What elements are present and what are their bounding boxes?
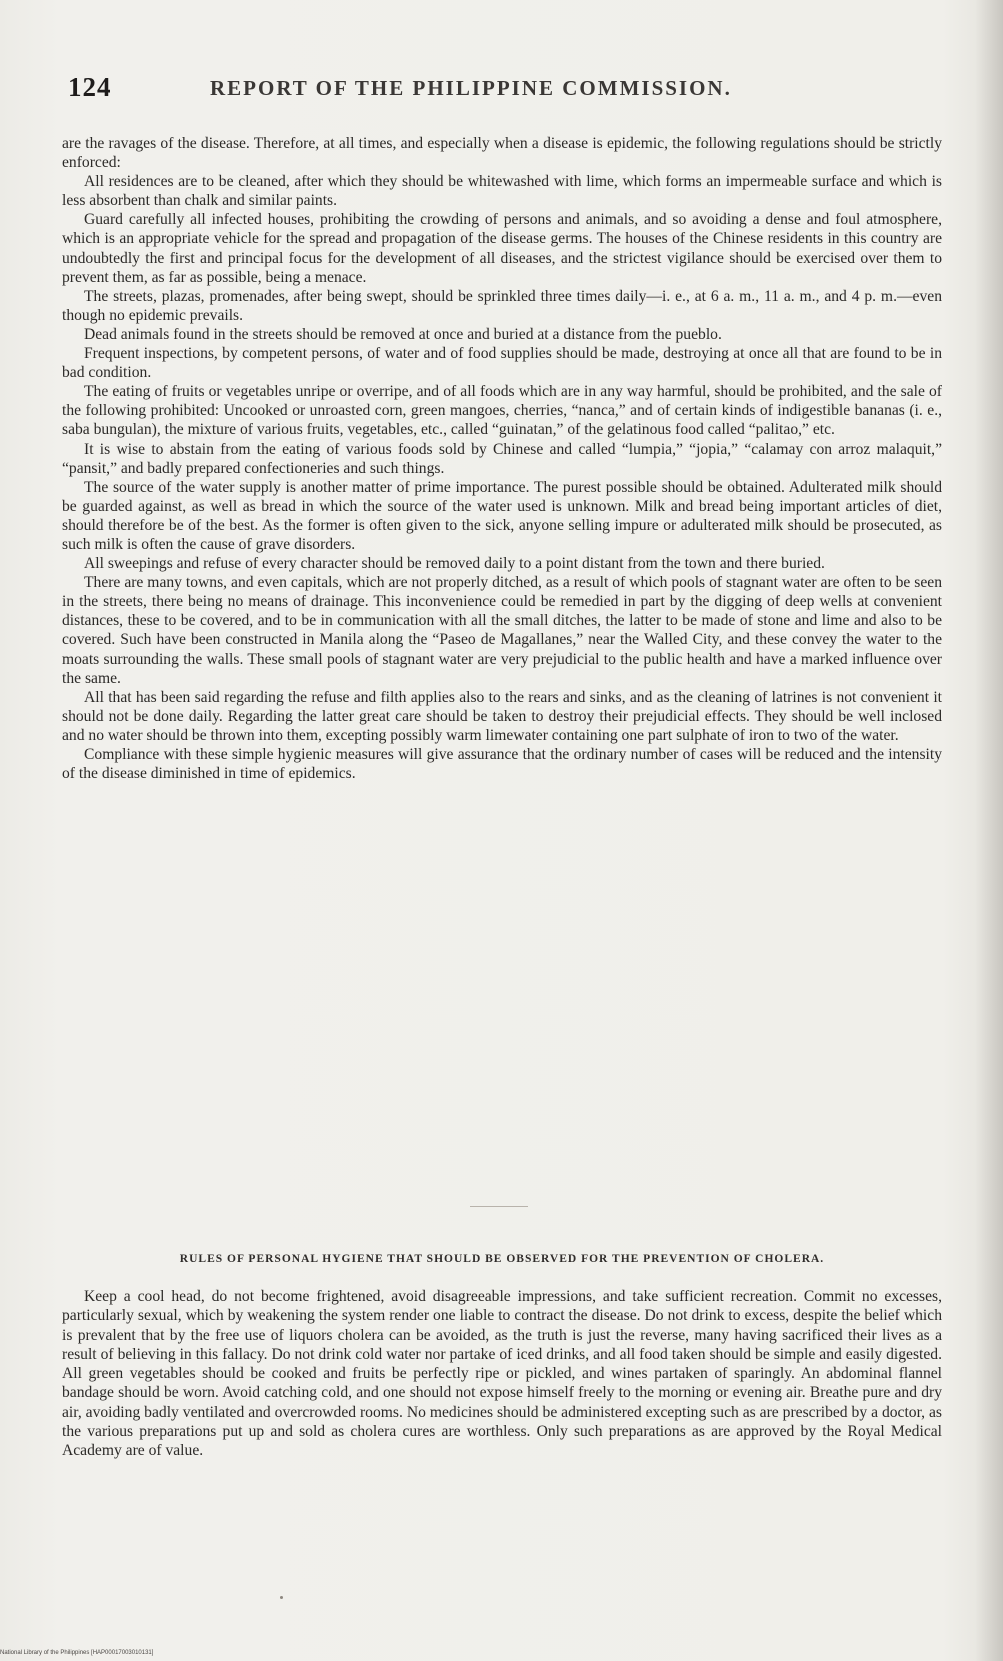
page-edge-shadow xyxy=(975,0,1003,1661)
paragraph: All residences are to be cleaned, after which they should be whitewashed with lime, which forms an impermeable surface and which is less absorbent than chalk and similar paints. xyxy=(62,173,942,210)
paragraph: All sweepings and refuse of every character should be removed daily to a point distant from the town and there buried. xyxy=(84,555,825,573)
paragraph: All that has been said regarding the refuse and filth applies also to the rears and sinks, and as the cleaning of latrines is not convenient it should not be done daily. Regarding the latter great care should be taken to destroy their prejudicial effects. They should be well inclosed and no water should be thrown into them, excepting possibly warm limewater containing one part sulphate of iron to two of the water. xyxy=(62,688,942,744)
paragraph: There are many towns, and even capitals, which are not properly ditched, as a result of which pools of stagnant water are often to be seen in the streets, there being no means of drainage. This inconvenience could be remedied in part by the digging of deep wells at convenient distances, these to be covered, and to be in communication with all the small ditches, the latter to be made of stone and lime and also to be covered. Such have been constructed in Manila along the “Paseo de Magallanes,” near the Walled City, and these convey the water to the moats surrounding the walls. These small pools of stagnant water are very prejudicial to the public health and have a marked influence over the same. xyxy=(62,574,942,687)
paragraph: are the ravages of the disease. Therefore, at all times, and especially when a disease is epidemic, the following regulations should be strictly enforced: xyxy=(62,135,942,172)
paragraph: Frequent inspections, by competent persons, of water and of food supplies should be made, destroying at once all that are found to be in bad condition. xyxy=(62,345,942,382)
hygiene-rules-section xyxy=(62,1253,942,1461)
page-header xyxy=(68,72,948,112)
section-divider xyxy=(470,1206,528,1207)
paragraph: Compliance with these simple hygienic measures will give assurance that the ordinary number of cases will be reduced and the intensity of the disease diminished in time of epidemics. xyxy=(62,746,942,783)
paragraph: It is wise to abstain from the eating of various foods sold by Chinese and called “lumpia,” “jopia,” “calamay con arroz malaquit,” “pansit,” and badly prepared confectioneries and such things. xyxy=(62,440,942,477)
main-text xyxy=(62,134,942,783)
page-number: 124 xyxy=(68,72,112,102)
paragraph: The source of the water supply is another matter of prime importance. The purest possible should be obtained. Adulterated milk should be guarded against, as well as bread in which the source of the water used is unknown. Milk and bread being important articles of diet, should therefore be of the best. As the former is often given to the sick, anyone selling impure or adulterated milk should be prosecuted, as such milk is often the cause of grave disorders. xyxy=(62,478,942,553)
scan-speck xyxy=(280,1596,283,1599)
paragraph: Dead animals found in the streets should be removed at once and buried at a distance from the pueblo. xyxy=(84,325,722,343)
paragraph: The streets, plazas, promenades, after being swept, should be sprinkled three times daily—i. e., at 6 a. m., 11 a. m., and 4 p. m.—even though no epidemic prevails. xyxy=(62,287,942,324)
running-title: REPORT OF THE PHILIPPINE COMMISSION. xyxy=(210,76,732,100)
scan-source-footer: National Library of the Philippines [HAP00017003010131] xyxy=(0,1650,154,1656)
section-heading: RULES OF PERSONAL HYGIENE THAT SHOULD BE OBSERVED FOR THE PREVENTION OF CHOLERA. xyxy=(179,1253,825,1265)
paragraph: Guard carefully all infected houses, prohibiting the crowding of persons and animals, and so avoiding a dense and foul atmosphere, which is an appropriate vehicle for the spread and propagation of the disease germs. The houses of the Chinese residents in this country are undoubtedly the first and principal focus for the development of all diseases, and the strictest vigilance should be exercised over them to prevent them, as far as possible, being a menace. xyxy=(62,211,942,286)
section-paragraph: Keep a cool head, do not become frightened, avoid disagreeable impressions, and take sufficient recreation. Commit no excesses, particularly sexual, which by weakening the system render one liable to contract the disease. Do not drink to excess, despite the belief which is prevalent that by the free use of liquors cholera can be avoided, as the truth is just the reverse, many having sacrificed their lives as a result of believing in this fallacy. Do not drink cold water nor partake of iced drinks, and all food taken should be simple and easily digested. All green vegetables should be cooked and fruits be perfectly ripe or pickled, and wines partaken of sparingly. An abdominal flannel bandage should be worn. Avoid catching cold, and one should not expose himself freely to the morning or evening air. Breathe pure and dry air, avoiding badly ventilated and overcrowded rooms. No medicines should be administered excepting such as are prescribed by a doctor, as the various preparations put up and sold as cholera cures are worthless. Only such preparations as are approved by the Royal Medical Academy are of value. xyxy=(62,1288,942,1460)
paragraph: The eating of fruits or vegetables unripe or overripe, and of all foods which are in any way harmful, should be prohibited, and the sale of the following prohibited: Uncooked or unroasted corn, green mangoes, cherries, “nanca,” and of certain kinds of indigestible bananas (i. e., saba bungulan), the mixture of various fruits, vegetables, etc., called “guinatan,” of the gelatinous food called “palitao,” etc. xyxy=(62,383,942,439)
